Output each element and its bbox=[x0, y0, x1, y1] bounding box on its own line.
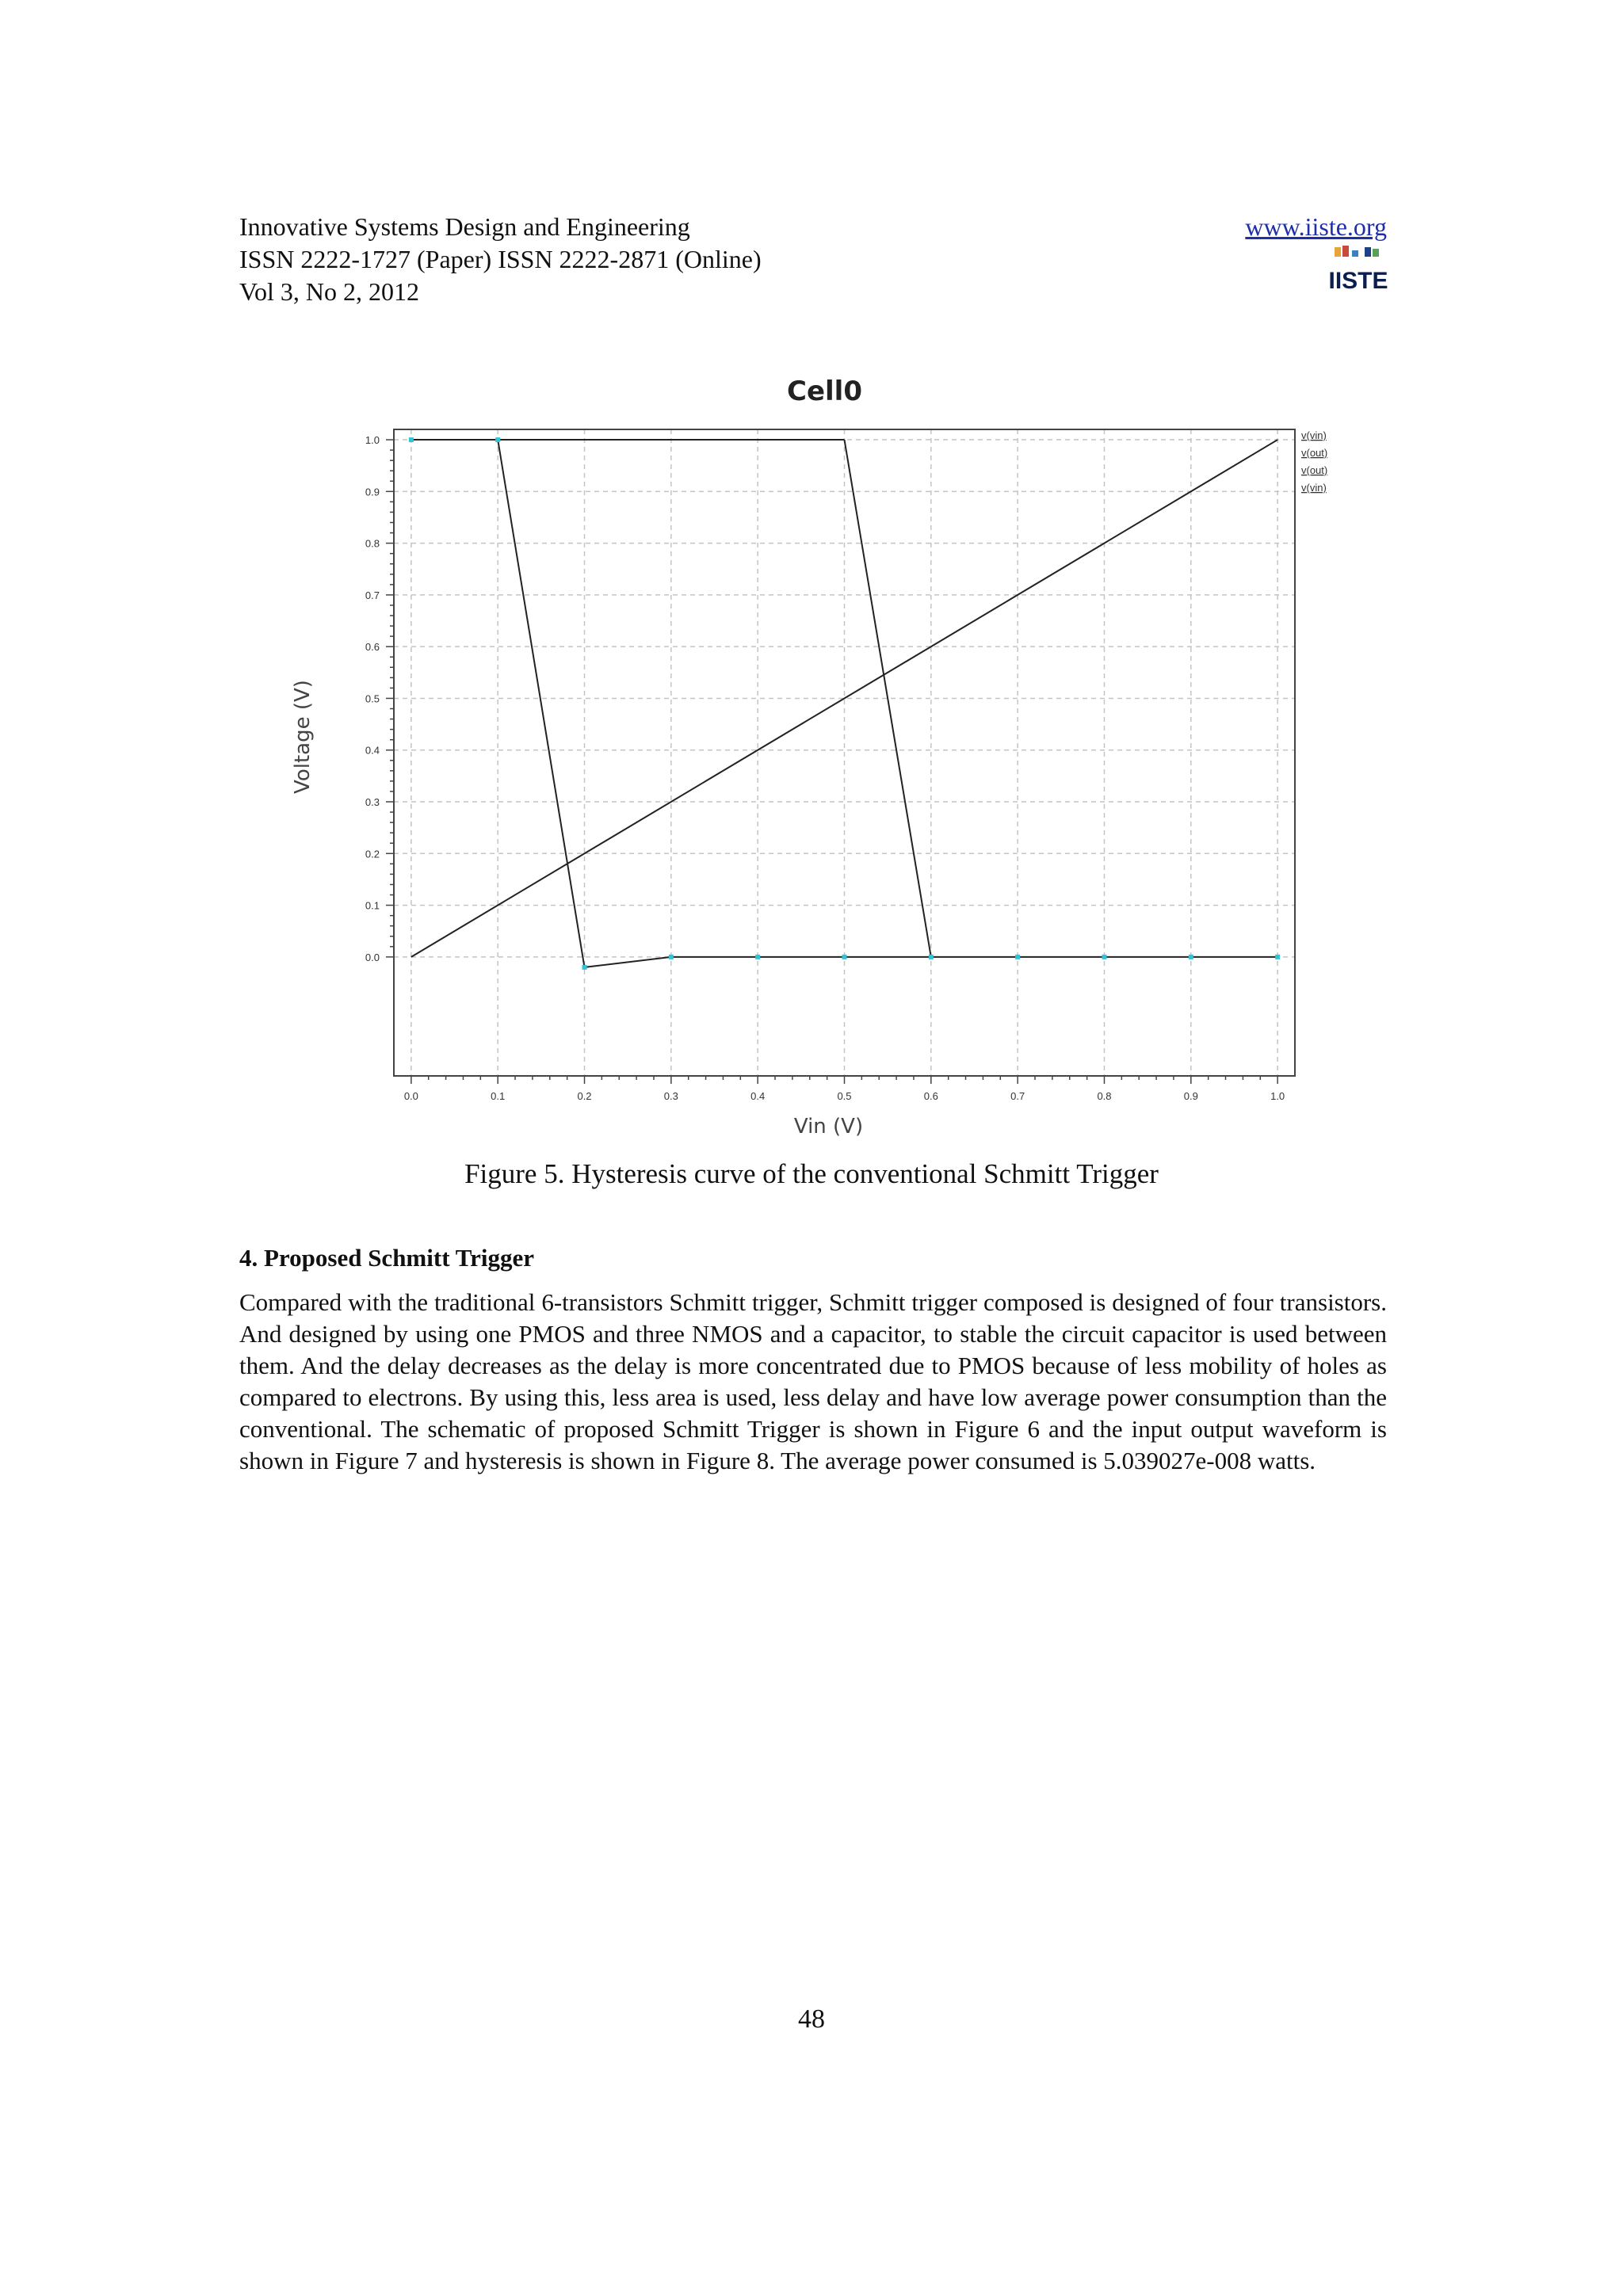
hysteresis-chart bbox=[285, 364, 1339, 1149]
data-point bbox=[1275, 955, 1280, 959]
data-point bbox=[929, 955, 934, 959]
data-point bbox=[582, 965, 587, 970]
svg-text:IISTE: IISTE bbox=[1328, 268, 1388, 294]
x-tick-label: 0.8 bbox=[1097, 1090, 1112, 1102]
data-point bbox=[409, 437, 414, 442]
data-point bbox=[755, 955, 760, 959]
journal-header bbox=[239, 211, 762, 308]
x-axis-label: Vin (V) bbox=[793, 1115, 864, 1138]
legend-entry: v(vin) bbox=[1301, 429, 1327, 441]
x-tick-label: 1.0 bbox=[1270, 1090, 1285, 1102]
y-tick-label: 0.7 bbox=[365, 589, 380, 601]
y-tick-label: 0.8 bbox=[365, 537, 380, 550]
x-tick-label: 0.7 bbox=[1010, 1090, 1025, 1102]
x-tick-label: 0.3 bbox=[663, 1090, 678, 1102]
data-point bbox=[495, 437, 500, 442]
y-tick-label: 0.2 bbox=[365, 848, 380, 860]
x-tick-label: 0.4 bbox=[750, 1090, 766, 1102]
y-tick-label: 0.9 bbox=[365, 486, 380, 498]
y-tick-label: 0.6 bbox=[365, 641, 380, 654]
y-tick-label: 0.4 bbox=[365, 744, 380, 757]
chart-title: Cell0 bbox=[787, 376, 862, 407]
x-tick-label: 0.5 bbox=[837, 1090, 852, 1102]
legend-entry: v(vin) bbox=[1301, 482, 1327, 494]
x-tick-label: 0.9 bbox=[1183, 1090, 1198, 1102]
y-tick-label: 0.3 bbox=[365, 796, 380, 809]
section-heading: 4. Proposed Schmitt Trigger bbox=[239, 1244, 534, 1272]
y-axis-label: Voltage (V) bbox=[291, 680, 315, 794]
legend-entry: v(out) bbox=[1301, 464, 1328, 476]
journal-issn: ISSN 2222-1727 (Paper) ISSN 2222-2871 (Online) bbox=[239, 245, 762, 273]
y-tick-label: 0.0 bbox=[365, 951, 380, 963]
figure-caption: Figure 5. Hysteresis curve of the conventional Schmitt Trigger bbox=[464, 1158, 1159, 1189]
journal-title: Innovative Systems Design and Engineering bbox=[239, 212, 690, 241]
y-tick-label: 1.0 bbox=[365, 434, 380, 447]
journal-website-link[interactable]: www.iiste.org bbox=[1245, 212, 1387, 241]
data-point bbox=[1189, 955, 1193, 959]
data-point bbox=[669, 955, 674, 959]
x-tick-label: 0.0 bbox=[403, 1090, 418, 1102]
x-tick-label: 0.1 bbox=[491, 1090, 506, 1102]
x-tick-label: 0.6 bbox=[923, 1090, 938, 1102]
section-body: Compared with the traditional 6-transistors Schmitt trigger, Schmitt trigger composed is designed of four transistors. And designed by using one PMOS and three NMOS and a capacitor, to stable the circuit capacitor is used between them. And the delay decreases as the delay is more concentrated due to PMOS because of less mobility of holes as compared to electrons. By using this, less area is used, less delay and have low average power consumption than the conventional. The schematic of proposed Schmitt Trigger is shown in Figure 6 and the input output waveform is shown in Figure 7 and hysteresis is shown in Figure 8. The average power consumed is 5.039027e-008 watts. bbox=[239, 1288, 1387, 1474]
page-number: 48 bbox=[798, 2004, 825, 2034]
data-point bbox=[842, 955, 847, 959]
iiste-logo bbox=[1328, 246, 1388, 296]
legend-entry: v(out) bbox=[1301, 447, 1328, 459]
data-point bbox=[1015, 955, 1020, 959]
y-tick-label: 0.5 bbox=[365, 692, 380, 705]
journal-volume: Vol 3, No 2, 2012 bbox=[239, 277, 419, 306]
y-tick-label: 0.1 bbox=[365, 899, 380, 912]
x-tick-label: 0.2 bbox=[577, 1090, 592, 1102]
data-point bbox=[1102, 955, 1106, 959]
